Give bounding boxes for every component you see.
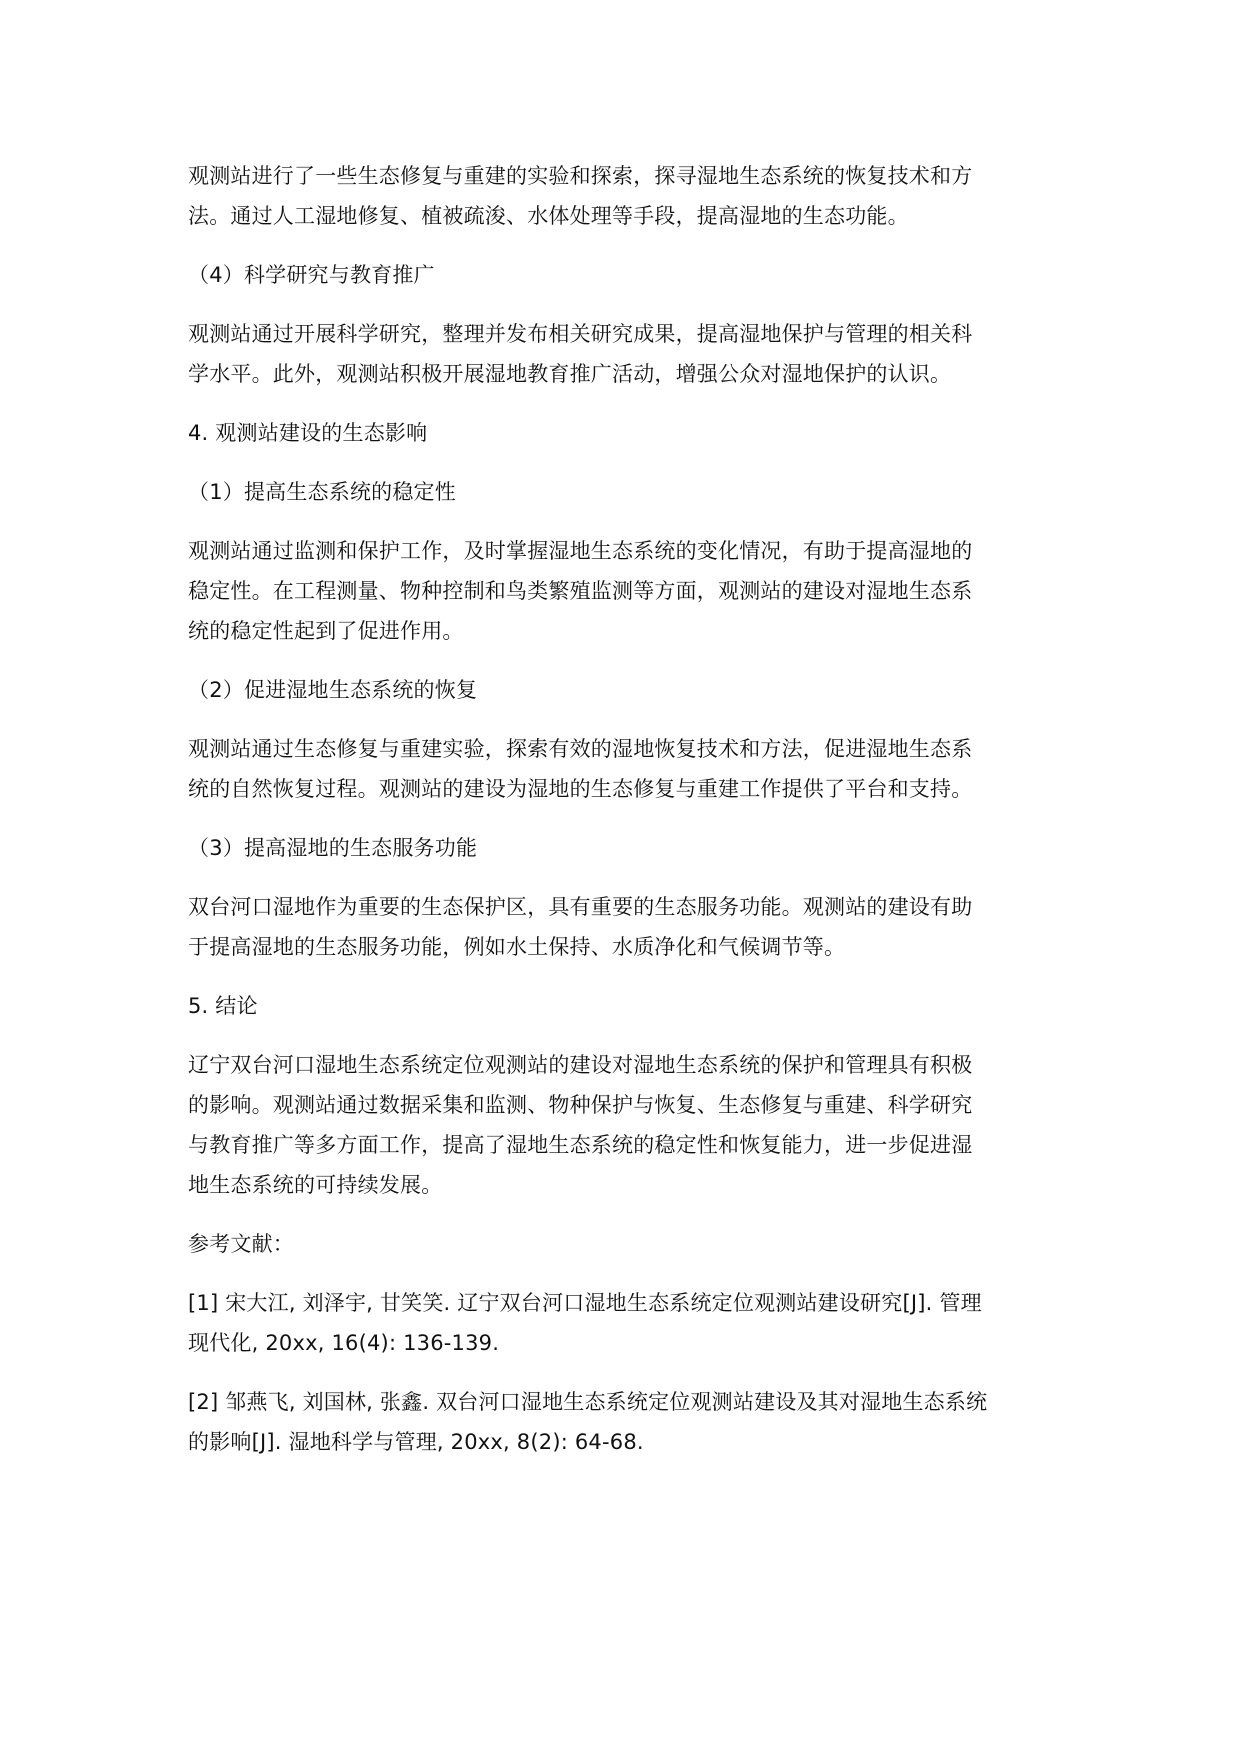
references-heading xyxy=(188,1224,1068,1264)
text-line: 稳定性。在工程测量、物种控制和鸟类繁殖监测等方面，观测站的建设对湿地生态系 xyxy=(188,579,973,603)
text-line: 的影响。观测站通过数据采集和监测、物种保护与恢复、生态修复与重建、科学研究 xyxy=(188,1093,973,1117)
text-line: 学水平。此外，观测站积极开展湿地教育推广活动，增强公众对湿地保护的认识。 xyxy=(188,362,952,386)
text-line: 5. 结论 xyxy=(188,994,258,1018)
text-line: 双台河口湿地作为重要的生态保护区，具有重要的生态服务功能。观测站的建设有助 xyxy=(188,895,973,919)
text-line: 辽宁双台河口湿地生态系统定位观测站的建设对湿地生态系统的保护和管理具有积极 xyxy=(188,1053,973,1077)
paragraph xyxy=(188,156,1068,236)
text-line: 观测站通过生态修复与重建实验，探索有效的湿地恢复技术和方法，促进湿地生态系 xyxy=(188,737,973,761)
text-line: [1] 宋大江, 刘泽宇, 甘笑笑. 辽宁双台河口湿地生态系统定位观测站建设研究[J]. 管理 xyxy=(188,1291,982,1315)
text-line: 统的自然恢复过程。观测站的建设为湿地的生态修复与重建工作提供了平台和支持。 xyxy=(188,777,973,801)
paragraph xyxy=(188,887,1068,967)
text-line: 统的稳定性起到了促进作用。 xyxy=(188,619,464,643)
text-line: 与教育推广等多方面工作，提高了湿地生态系统的稳定性和恢复能力，进一步促进湿 xyxy=(188,1133,973,1157)
text-line: 参考文献： xyxy=(188,1232,294,1256)
text-line: （2）促进湿地生态系统的恢复 xyxy=(188,678,478,702)
section-heading xyxy=(188,986,1068,1026)
text-line: （3）提高湿地的生态服务功能 xyxy=(188,836,478,860)
text-line: 观测站通过监测和保护工作，及时掌握湿地生态系统的变化情况，有助于提高湿地的 xyxy=(188,539,973,563)
text-line: 的影响[J]. 湿地科学与管理, 20xx, 8(2): 64-68. xyxy=(188,1430,644,1454)
text-line: 观测站通过开展科学研究，整理并发布相关研究成果，提高湿地保护与管理的相关科 xyxy=(188,322,973,346)
reference-item xyxy=(188,1382,1068,1462)
text-line: （4）科学研究与教育推广 xyxy=(188,263,435,287)
subheading xyxy=(188,255,1068,295)
text-line: 法。通过人工湿地修复、植被疏浚、水体处理等手段，提高湿地的生态功能。 xyxy=(188,204,909,228)
paragraph xyxy=(188,1045,1068,1205)
text-line: 地生态系统的可持续发展。 xyxy=(188,1173,443,1197)
paragraph xyxy=(188,729,1068,809)
subheading xyxy=(188,828,1068,868)
text-line: 现代化, 20xx, 16(4): 136-139. xyxy=(188,1331,500,1355)
text-line: 4. 观测站建设的生态影响 xyxy=(188,421,428,445)
paragraph xyxy=(188,314,1068,394)
text-line: 观测站进行了一些生态修复与重建的实验和探索，探寻湿地生态系统的恢复技术和方 xyxy=(188,164,973,188)
reference-item xyxy=(188,1283,1068,1363)
subheading xyxy=(188,670,1068,710)
text-line: 于提高湿地的生态服务功能，例如水土保持、水质净化和气候调节等。 xyxy=(188,935,846,959)
section-heading xyxy=(188,413,1068,453)
text-line: [2] 邹燕飞, 刘国林, 张鑫. 双台河口湿地生态系统定位观测站建设及其对湿地生态系统 xyxy=(188,1390,988,1414)
text-line: （1）提高生态系统的稳定性 xyxy=(188,480,456,504)
subheading xyxy=(188,472,1068,512)
document-body xyxy=(188,156,1068,1481)
paragraph xyxy=(188,531,1068,651)
